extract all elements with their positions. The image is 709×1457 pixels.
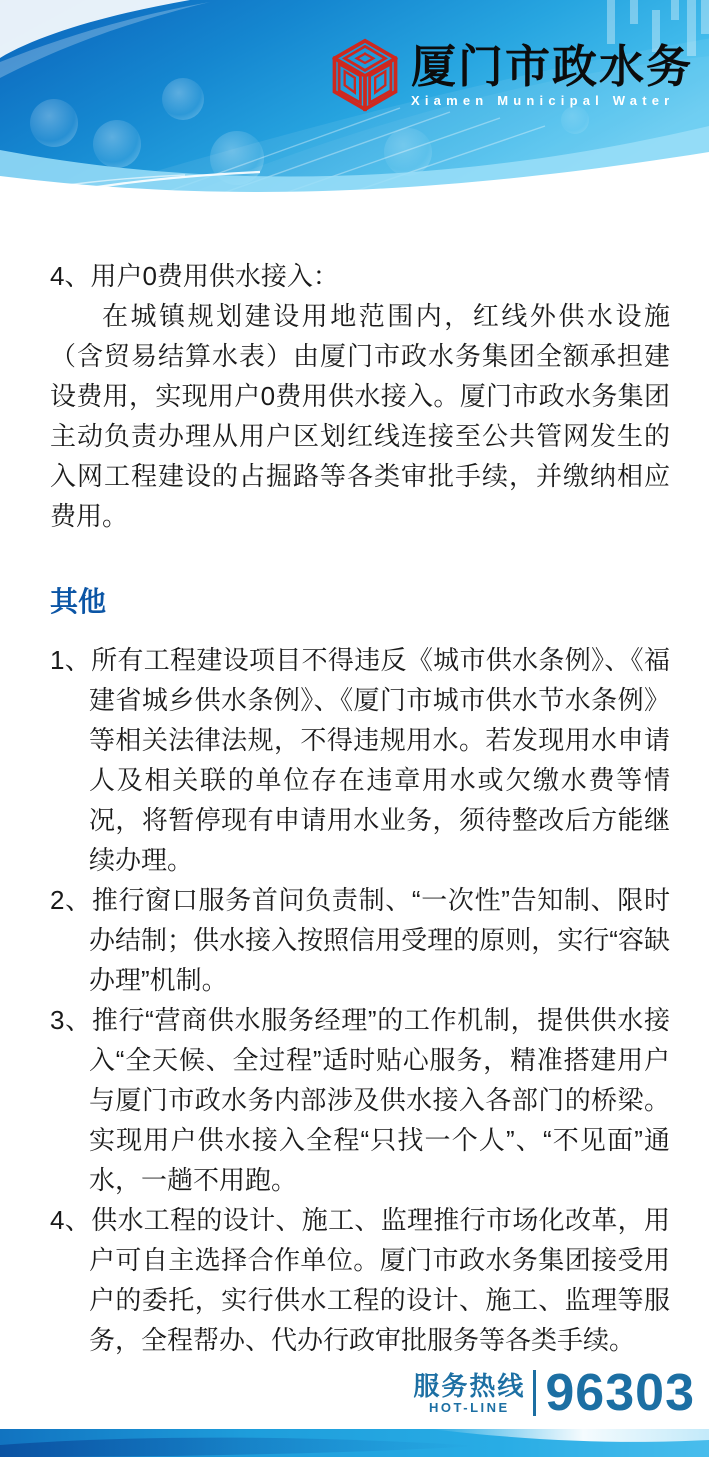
footer-wave-band	[0, 1429, 709, 1457]
list-item-text: 供水工程的设计、施工、监理推行市场化改革，用户可自主选择合作单位。厦门市政水务集团接受用户的委托，实行供水工程的设计、施工、监理等服务，全程帮办、代办行政审批服务等各类手续。	[89, 1205, 670, 1355]
list-item-number: 2、	[50, 885, 92, 915]
hotline-block	[413, 1364, 695, 1422]
list-item	[50, 1000, 670, 1200]
other-section-heading: 其他	[50, 586, 107, 617]
list-item-text: 所有工程建设项目不得违反《城市供水条例》、《福建省城乡供水条例》、《厦门市城市供水节水条例》等相关法律法规，不得违规用水。若发现用水申请人及相关联的单位存在违章用水或欠缴水费等情况，将暂停现有申请用水业务，须待整改后方能继续办理。	[89, 645, 670, 875]
list-item-number: 3、	[50, 1005, 92, 1035]
brand-block	[328, 38, 693, 112]
hotline-label: 服务热线	[413, 1370, 526, 1401]
main-content	[0, 210, 709, 1360]
other-items-list	[50, 640, 670, 1360]
brand-title: 厦门市政水务	[410, 40, 693, 92]
header-banner	[0, 0, 709, 210]
list-item-number: 1、	[50, 645, 92, 675]
list-item-text: 推行“营商供水服务经理”的工作机制，提供供水接入“全天候、全过程”适时贴心服务，精准搭建用户与厦门市政水务内部涉及供水接入各部门的桥梁。实现用户供水接入全程“只找一个人”、“不见面”通水，一趟不用跑。	[89, 1005, 670, 1195]
list-item	[50, 640, 670, 880]
section4-paragraph: 在城镇规划建设用地范围内，红线外供水设施（含贸易结算水表）由厦门市政水务集团全额承担建设费用，实现用户0费用供水接入。厦门市政水务集团主动负责办理从用户区划红线连接至公共管网发生的入网工程建设的占掘路等各类审批手续，并缴纳相应费用。	[50, 301, 670, 531]
hotline-number: 96303	[545, 1364, 695, 1422]
hotline-labels	[413, 1372, 525, 1415]
list-item-text: 推行窗口服务首问负责制、“一次性”告知制、限时办结制；供水接入按照信用受理的原则，实行“容缺办理”机制。	[89, 885, 670, 995]
hotline-divider	[533, 1370, 536, 1416]
footer	[0, 1330, 709, 1457]
brand-text	[411, 42, 693, 109]
brand-subtitle: Xiamen Municipal Water	[410, 93, 675, 109]
list-item	[50, 880, 670, 1000]
section4-heading: 4、用户0费用供水接入：	[50, 261, 339, 291]
list-item-number: 4、	[50, 1205, 92, 1235]
hotline-sublabel: HOT-LINE	[429, 1399, 510, 1415]
cube-maze-logo-icon	[328, 38, 402, 112]
